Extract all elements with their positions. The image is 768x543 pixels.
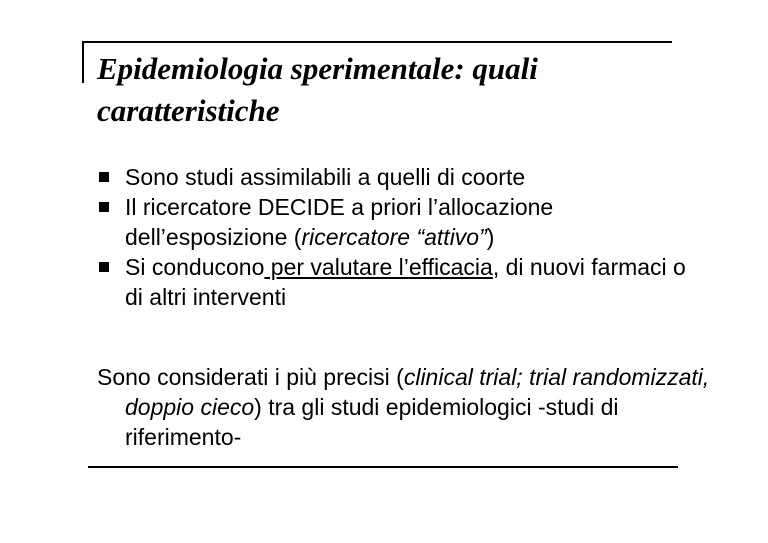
bullet-text: Il ricercatore DECIDE a priori l’allocazione dell’esposizione ( <box>125 194 554 250</box>
square-bullet-icon <box>99 202 109 212</box>
bullet-item-coorte <box>97 162 697 192</box>
bullet-list <box>97 162 697 312</box>
bullet-text: Si conducono <box>125 254 265 280</box>
square-bullet-icon <box>99 262 109 272</box>
conclusion-text-end: ) tra gli studi epidemiologici -studi di riferimento- <box>125 394 619 450</box>
bullet-text-end: , di nuovi farmaci o di altri interventi <box>125 254 686 310</box>
slide-title: Epidemiologia sperimentale: quali caratteristiche <box>97 51 538 128</box>
bullet-text: Sono studi assimilabili a quelli di coorte <box>125 164 526 190</box>
bottom-rule <box>88 466 678 468</box>
bullet-italic-text: ricercatore “attivo” <box>301 224 487 250</box>
title-top-rule <box>82 41 672 43</box>
bullet-text-end: ) <box>486 224 495 250</box>
bullet-item-efficacia <box>97 252 697 312</box>
conclusion-italic-text: clinical trial; trial randomizzati, doppio cieco <box>125 364 710 420</box>
square-bullet-icon <box>99 172 109 182</box>
title-left-rule <box>82 41 84 83</box>
bullet-item-allocazione <box>97 192 697 252</box>
conclusion-paragraph <box>97 362 725 452</box>
conclusion-text: Sono considerati i più precisi ( <box>97 364 404 390</box>
bullet-underlined-text: per valutare l’efficacia <box>264 254 493 280</box>
